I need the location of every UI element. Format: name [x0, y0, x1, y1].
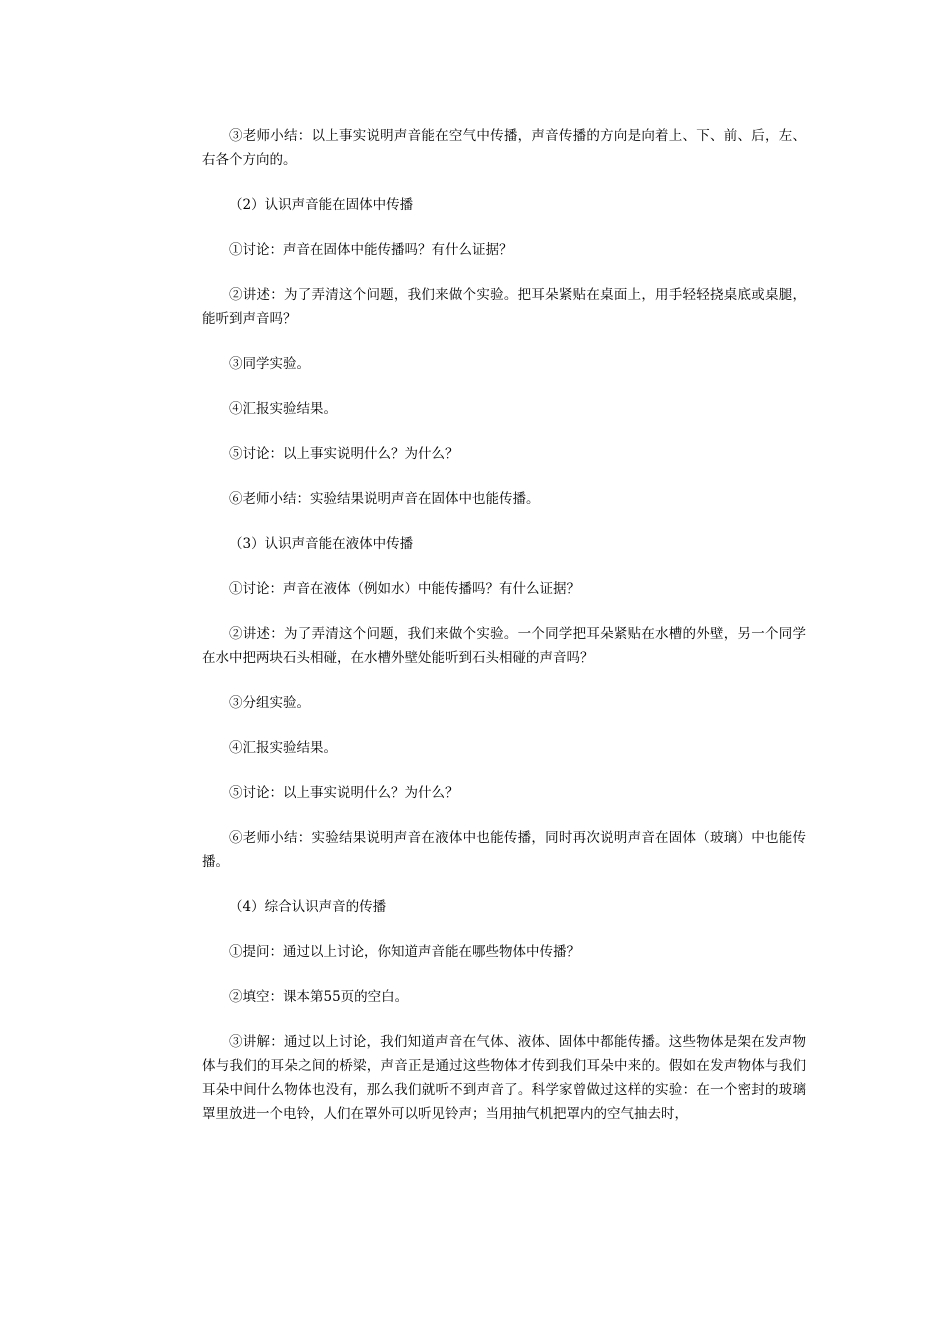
paragraph-explanation-liquid: ②讲述：为了弄清这个问题，我们来做个实验。一个同学把耳朵紧贴在水槽的外壁，另一个同学在水中把两块石头相碰，在水槽外壁处能听到石头相碰的声音吗？ [202, 626, 806, 666]
paragraph-discuss-facts-solid: ⑤讨论：以上事实说明什么？为什么？ [229, 446, 459, 462]
document-body [202, 124, 806, 1126]
paragraph-discuss-facts-liquid: ⑤讨论：以上事实说明什么？为什么？ [229, 785, 459, 801]
section-heading-liquid: （3）认识声音能在液体中传播 [229, 536, 414, 552]
paragraph-teacher-summary-air: ③老师小结：以上事实说明声音能在空气中传播，声音传播的方向是向着上、下、前、后，左、右各个方向的。 [202, 128, 806, 168]
paragraph-lecture: ③讲解：通过以上讨论，我们知道声音在气体、液体、固体中都能传播。这些物体是架在发声物体与我们的耳朵之间的桥梁，声音正是通过这些物体才传到我们耳朵中来的。假如在发声物体与我们耳朵中间什么物体也没有，那么我们就听不到声音了。科学家曾做过这样的实验：在一个密封的玻璃罩里放进一个电铃，人们在罩外可以听见铃声；当用抽气机把罩内的空气抽去时， [202, 1034, 806, 1122]
paragraph-teacher-summary-solid: ⑥老师小结：实验结果说明声音在固体中也能传播。 [229, 491, 540, 507]
section-heading-comprehensive: （4）综合认识声音的传播 [229, 899, 387, 915]
paragraph-teacher-summary-liquid: ⑥老师小结：实验结果说明声音在液体中也能传播，同时再次说明声音在固体（玻璃）中也能传播。 [202, 830, 806, 870]
paragraph-group-experiment: ③分组实验。 [229, 695, 310, 711]
paragraph-discussion-liquid: ①讨论：声音在液体（例如水）中能传播吗？有什么证据？ [229, 581, 580, 597]
paragraph-report-results-solid: ④汇报实验结果。 [229, 401, 337, 417]
paragraph-question: ①提问：通过以上讨论，你知道声音能在哪些物体中传播？ [229, 944, 580, 960]
section-heading-solid: （2）认识声音能在固体中传播 [229, 197, 414, 213]
paragraph-fill-blank: ②填空：课本第55页的空白。 [229, 989, 409, 1005]
paragraph-explanation-solid: ②讲述：为了弄清这个问题，我们来做个实验。把耳朵紧贴在桌面上，用手轻轻挠桌底或桌腿，能听到声音吗？ [202, 287, 806, 327]
paragraph-report-results-liquid: ④汇报实验结果。 [229, 740, 337, 756]
paragraph-student-experiment: ③同学实验。 [229, 356, 310, 372]
paragraph-discussion-solid: ①讨论：声音在固体中能传播吗？有什么证据？ [229, 242, 513, 258]
